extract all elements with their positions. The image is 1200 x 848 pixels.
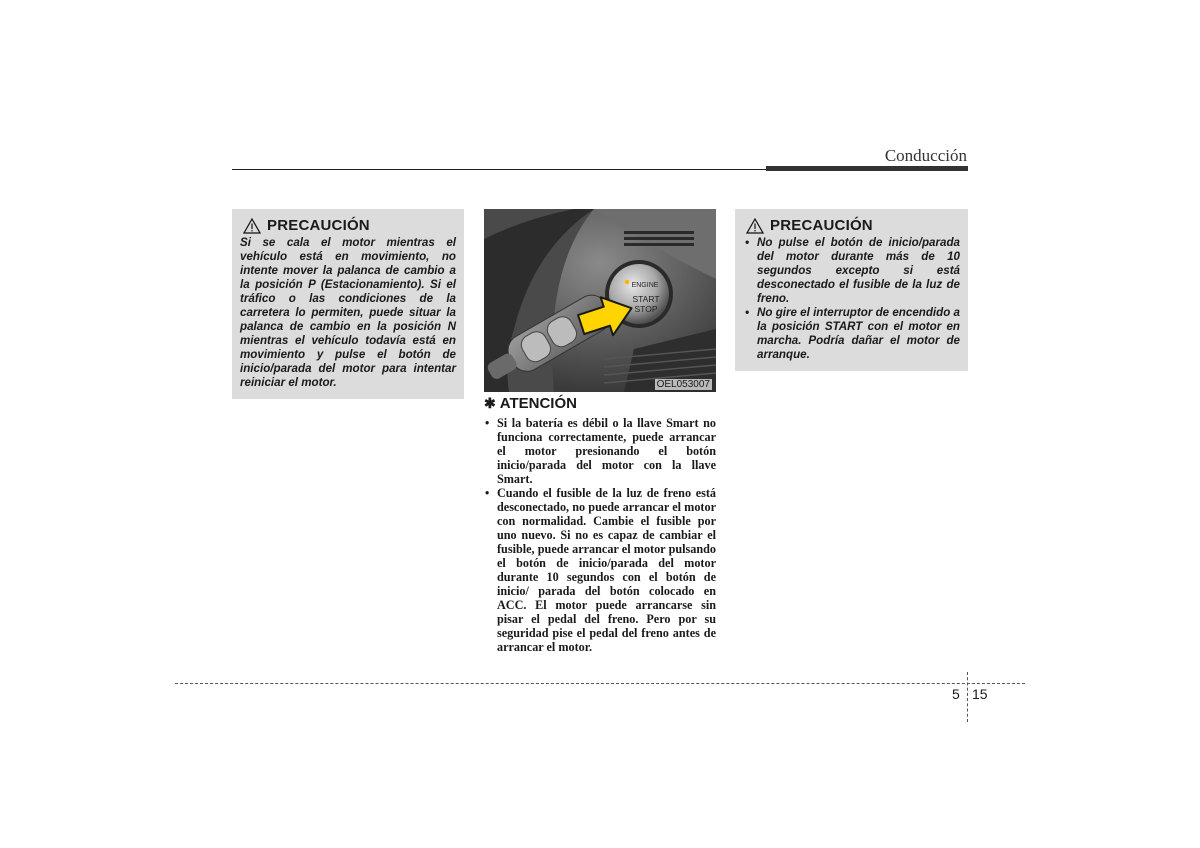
note-item: • Si la batería es débil o la llave Smart no funciona correctamente, puede arrancar el motor presionando el botón inicio/parada del motor con la llave Smart. [484, 416, 716, 486]
note-title: ATENCIÓN [499, 395, 577, 412]
asterisk-icon: ✱ [484, 395, 496, 411]
caution-item: • No pulse el botón de inicio/parada del motor durante más de 10 segundos excepto si está desconectado el fusible de la luz de freno. [743, 236, 960, 306]
caution-box-right [735, 209, 968, 371]
caution-heading [746, 217, 960, 234]
engine-start-photo [484, 209, 716, 392]
caution-item: • No gire el interruptor de encendido a la posición START con el motor en marcha. Podría dañar el motor de arranque. [743, 306, 960, 362]
note-heading [484, 395, 716, 412]
caution-box-left [232, 209, 464, 399]
warning-triangle-icon [243, 218, 261, 234]
attention-note [484, 395, 716, 654]
caution-text: Si se cala el motor mientras el vehículo está en movimiento, no intente mover la palanca de cambio a la posición P (Estacionamiento). Si el tráfico o las condiciones de la carretera lo permiten, puede situar la palanca de cambio en la posición N mientras el vehículo todavía está en movimiento y pulse el botón de inicio/parada del motor para intentar reiniciar el motor. [240, 236, 456, 389]
section-title: Conducción [884, 146, 967, 165]
page-number: 15 [972, 686, 988, 702]
chapter-number: 5 [952, 686, 960, 702]
header-rule-accent [766, 166, 968, 171]
caution-heading [243, 217, 456, 234]
engine-start-illustration [484, 209, 716, 392]
button-label-line3: STOP [634, 304, 658, 314]
footer-divider [967, 672, 968, 722]
note-list [484, 416, 716, 654]
note-item: • Cuando el fusible de la luz de freno está desconectado, no puede arrancar el motor con normalidad. Cambie el fusible por uno nuevo. Si no es capaz de cambiar el fusible, puede arrancar el motor pulsando el botón de inicio/parada del motor durante 10 segundos con el botón de inicio/ parada del botón colocado en ACC. El motor puede arrancarse sin pisar el pedal del freno. Pero por su seguridad pise el pedal del freno antes de arrancar el motor. [484, 486, 716, 654]
button-label-line2: START [632, 294, 660, 304]
footer-rule [175, 683, 1025, 684]
figure-code: OEL053007 [656, 379, 710, 390]
caution-list [743, 236, 960, 362]
caution-title: PRECAUCIÓN [770, 217, 873, 234]
caution-title: PRECAUCIÓN [267, 217, 370, 234]
button-label-line1: ENGINE [631, 282, 659, 289]
warning-triangle-icon [746, 218, 764, 234]
